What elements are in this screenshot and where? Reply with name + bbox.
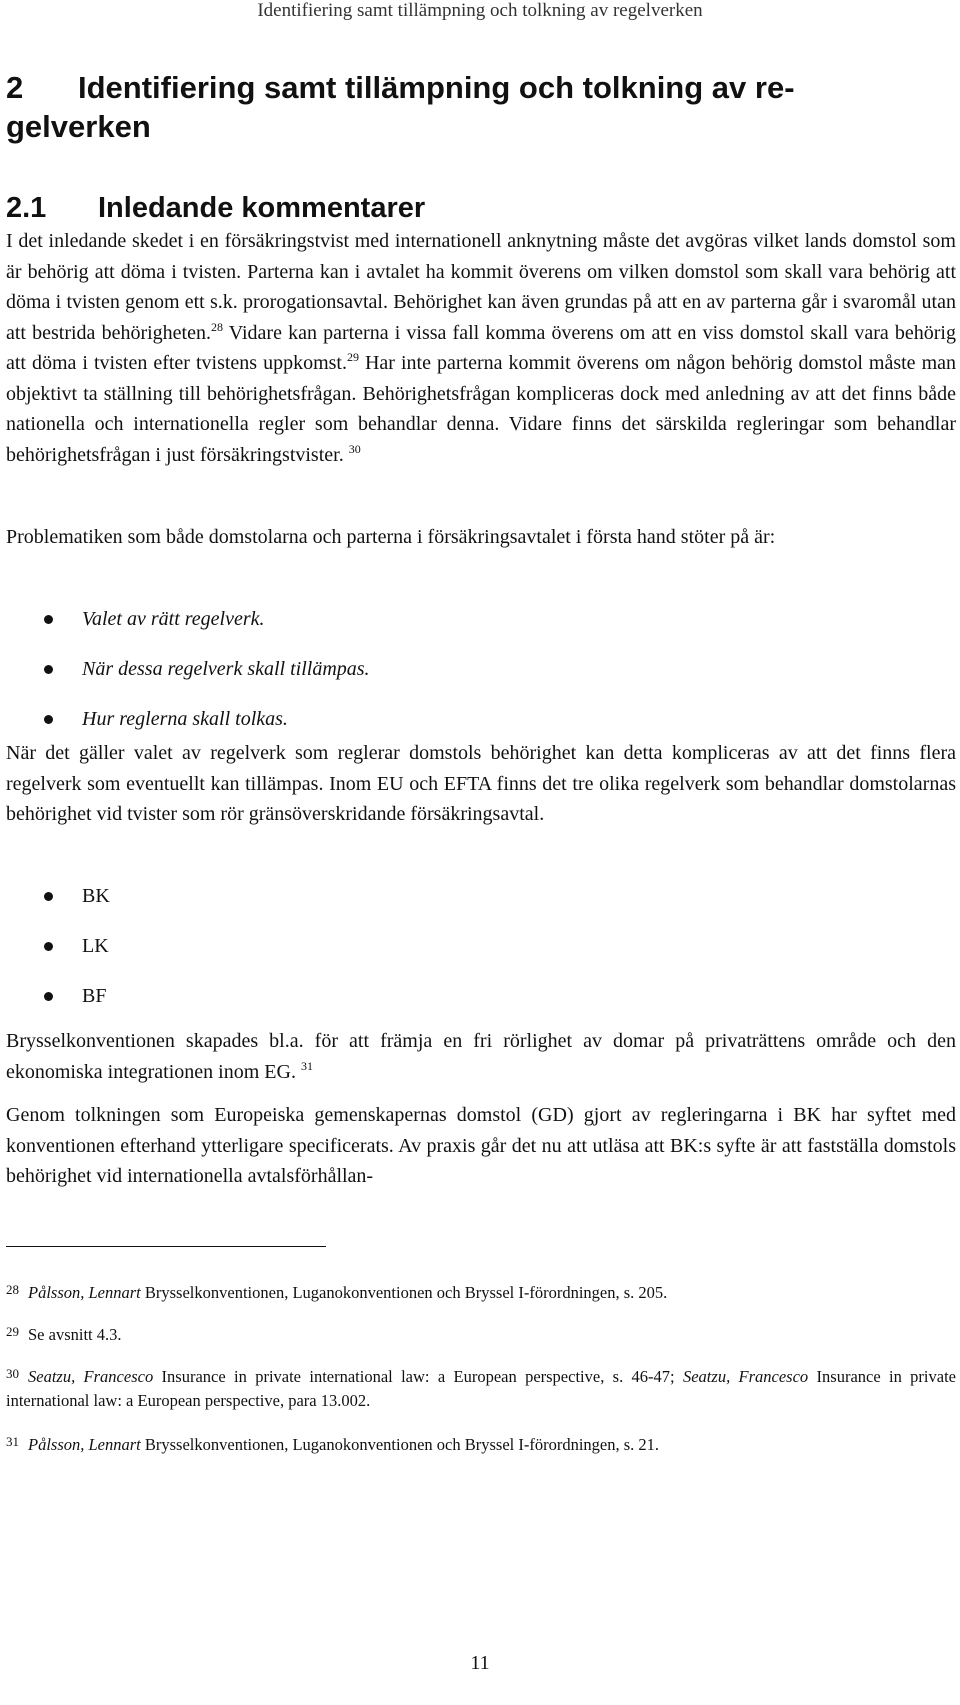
list-item: Hur reglerna skall tolkas. (40, 704, 370, 754)
footnote-text: Se avsnitt 4.3. (28, 1325, 122, 1344)
paragraph-regelverk: När det gäller valet av regelverk som reglerar domstols behörighet kan detta kompliceras av att det finns flera regelverk som eventuellt kan tillämpas. Inom EU och EFTA finns det tre olika regelverk som behandlar domstolarnas behörighet vid tvister som rör gränsöverskridande försäkringsavtal. (6, 742, 956, 825)
page-number: 11 (470, 1652, 490, 1674)
list-item: När dessa regelverk skall tillämpas. (40, 654, 370, 704)
footnote-text: Brysselkonventionen, Luganokonventionen och Bryssel I-förordningen, s. 21. (140, 1435, 660, 1454)
paragraph-bk-text: Brysselkonventionen skapades bl.a. för att främja en fri rörlighet av domar på privaträttens område och den ekonomiska integrationen inom EG. (6, 1030, 956, 1083)
footnote-number: 30 (6, 1366, 19, 1381)
footnote-divider (6, 1246, 326, 1247)
footnote-ref-28[interactable]: 28 (210, 319, 223, 334)
footnote-text: Insurance in private international law: a European perspective, s. 46-47; (153, 1367, 683, 1386)
paragraph-intro-part2: Vidare kan parterna i vissa fall komma överens om att en viss domstol skall vara behörig att döma i tvisten efter tvistens uppkomst. (6, 321, 956, 374)
footnote-ref-29[interactable]: 29 (346, 350, 359, 364)
list-item: Valet av rätt regelverk. (40, 604, 370, 654)
paragraph-bk (6, 1026, 956, 1087)
footnote-author: Seatzu, Francesco (28, 1367, 154, 1386)
running-header: Identifiering samt tillämpning och tolkning av regelverken (257, 0, 703, 21)
footnote-31 (6, 1430, 956, 1457)
footnote-ref-30[interactable]: 30 (348, 441, 361, 456)
paragraph-intro-part3: Har inte parterna kommit överens om någon behörig domstol måste man objektivt ta ställning till behörighetsfrågan. Behörighetsfrågan kompliceras dock med anledning av att det finns både nationella och internationella regler som behandlar denna. Vidare finns det särskilda regleringar som behandlar behörighetsfrågan i just försäkringstvister. (6, 352, 957, 466)
footnote-30 (6, 1362, 956, 1413)
bullet-list-regelverk (40, 881, 110, 1031)
paragraph-gd: Genom tolkningen som Europeiska gemenskapernas domstol (GD) gjort av regleringarna i BK har syftet med konventionen efterhand ytterligare specificerats. Av praxis går det nu att utläsa att BK:s syfte är att fastställa domstols behörighet vid internationella avtalsförhållan- (6, 1104, 956, 1187)
chapter-number: 2 (6, 70, 24, 105)
paragraph-intro (6, 226, 956, 470)
list-item: BK (40, 881, 110, 931)
list-item: LK (40, 931, 110, 981)
bullet-list-problems (40, 604, 370, 754)
chapter-title: Identifiering samt tillämpning och tolkning av re-gelverken (6, 70, 795, 144)
chapter-heading (6, 68, 906, 146)
section-title: Inledande kommentarer (98, 192, 426, 224)
section-heading (6, 192, 425, 225)
footnote-number: 31 (6, 1434, 19, 1449)
footnote-author: Pålsson, Lennart (28, 1435, 141, 1454)
footnote-number: 29 (6, 1324, 19, 1339)
footnote-29 (6, 1320, 956, 1347)
section-number: 2.1 (6, 192, 47, 224)
footnote-number: 28 (6, 1282, 19, 1297)
footnote-text: Brysselkonventionen, Luganokonventionen och Bryssel I-förordningen, s. 205. (140, 1283, 668, 1302)
footnote-author-second: Seatzu, Francesco (682, 1367, 809, 1386)
list-item: BF (40, 981, 110, 1031)
paragraph-intro-part1: I det inledande skedet i en försäkringstvist med internationell anknytning måste det avgöras vilket lands domstol som är behörig att döma i tvisten. Parterna kan i avtalet ha kommit överens om vilken domstol som skall vara behörig att döma i tvisten genom ett s.k. prorogationsavtal. Behörighet kan även grundas på att en av parterna går i svaromål utan att bestrida behörigheten. (6, 230, 956, 344)
footnote-ref-31[interactable]: 31 (300, 1058, 313, 1073)
footnote-text-second: Insurance in private international law: a European perspective, para 13.002. (6, 1367, 956, 1410)
footnote-author: Pålsson, Lennart (28, 1283, 141, 1302)
paragraph-problem: Problematiken som både domstolarna och parterna i försäkringsavtalet i första hand stöter på är: (6, 526, 776, 548)
footnote-28 (6, 1278, 956, 1305)
